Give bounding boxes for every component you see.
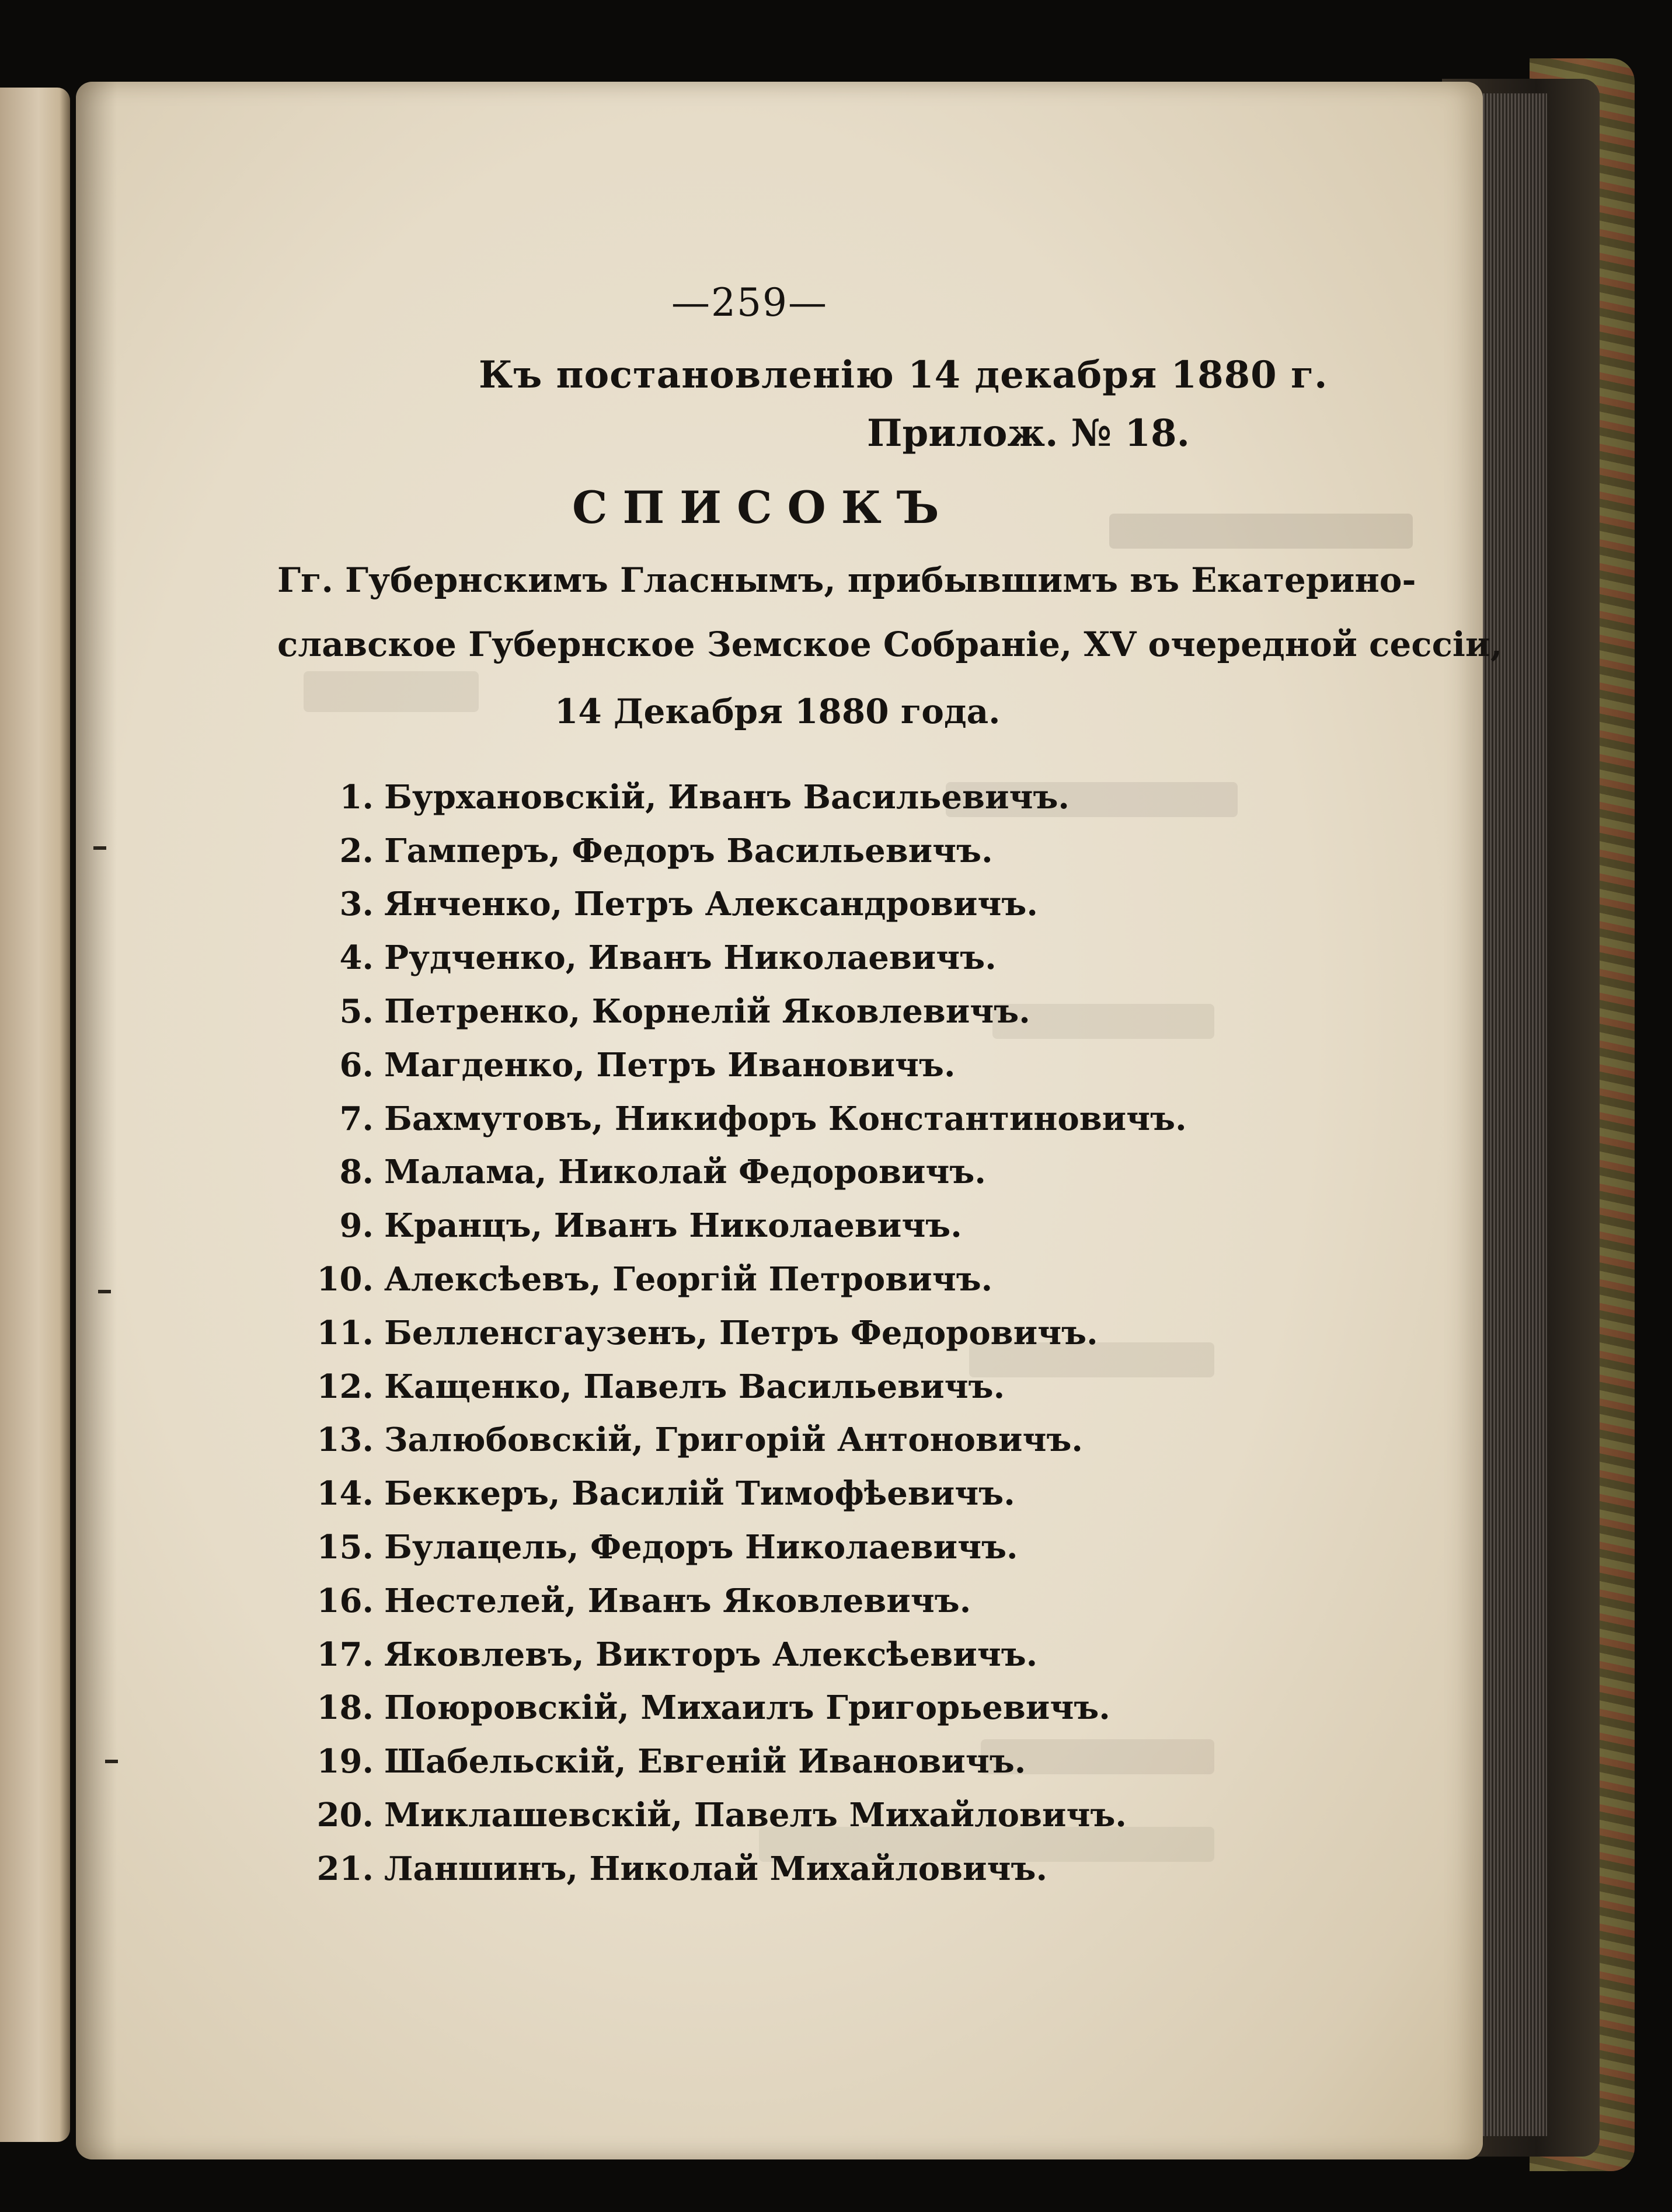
member-name: Кащенко, Павелъ Васильевичъ. [384,1367,1005,1406]
member-name: Белленсгаузенъ, Петръ Федоровичъ. [384,1313,1098,1352]
list-item [301,770,1187,824]
list-item [301,1306,1187,1360]
item-number: 4. [339,938,374,978]
member-name: Булацель, Федоръ Николаевичъ. [384,1528,1018,1567]
item-number: 11. [316,1313,374,1352]
page-number: —259— [671,280,828,325]
item-number: 14. [316,1474,374,1513]
item-number: 10. [316,1260,374,1299]
item-number: 6. [339,1045,374,1084]
list-item [301,1628,1187,1681]
member-name: Ланшинъ, Николай Михайловичъ. [384,1849,1047,1888]
list-item [301,1038,1187,1092]
item-number: 18. [316,1688,374,1728]
item-number: 15. [316,1528,374,1567]
item-number: 16. [316,1581,374,1620]
item-number: 12. [316,1367,374,1406]
binding-mark [98,1290,111,1293]
list-item [301,1414,1187,1467]
member-name: Яковлевъ, Викторъ Алексѣевичъ. [384,1635,1038,1674]
member-name: Гамперъ, Федоръ Васильевичъ. [384,831,993,870]
item-number: 20. [316,1796,374,1835]
list-item [301,931,1187,985]
list-item [301,1574,1187,1628]
member-name: Петренко, Корнелій Яковлевичъ. [384,992,1030,1031]
item-number: 19. [316,1742,374,1781]
item-number: 17. [316,1635,374,1674]
member-name: Миклашевскій, Павелъ Михайловичъ. [384,1796,1127,1835]
item-number: 8. [339,1153,374,1192]
item-number: 2. [339,831,374,870]
item-number: 3. [339,885,374,924]
resolution-reference: Къ постановленію 14 декабря 1880 г. [479,353,1328,397]
member-name: Нестелей, Иванъ Яковлевичъ. [384,1581,971,1620]
list-item [301,824,1187,878]
list-item [301,1467,1187,1520]
member-name: Магденко, Петръ Ивановичъ. [384,1045,956,1084]
list-item [301,1360,1187,1414]
list-item [301,985,1187,1038]
list-item [301,1788,1187,1842]
item-number: 5. [339,992,374,1031]
list-item [301,1092,1187,1146]
list-item [301,1199,1187,1252]
member-name: Залюбовскій, Григорій Антоновичъ. [384,1421,1083,1460]
list-item [301,1520,1187,1574]
member-name: Поюровскій, Михаилъ Григорьевичъ. [384,1688,1110,1728]
member-name: Алексѣевъ, Георгій Петровичъ. [384,1260,993,1299]
member-name: Бурхановскій, Иванъ Васильевичъ. [384,777,1070,817]
list-title: СПИСОКЪ [572,482,955,533]
list-item [301,1735,1187,1788]
appendix-number: Прилож. № 18. [867,411,1190,455]
bleed-through [304,671,479,712]
member-name: Рудченко, Иванъ Николаевичъ. [384,938,997,978]
left-page-edge [0,88,70,2142]
subtitle-line-3: 14 Декабря 1880 года. [555,692,1001,731]
item-number: 9. [339,1206,374,1245]
member-name: Кранцъ, Иванъ Николаевичъ. [384,1206,962,1245]
list-item [301,878,1187,931]
list-item [301,1146,1187,1199]
member-name: Шабельскій, Евгеній Ивановичъ. [384,1742,1026,1781]
member-name: Беккеръ, Василій Тимофѣевичъ. [384,1474,1015,1513]
member-name: Малама, Николай Федоровичъ. [384,1153,986,1192]
list-item [301,1842,1187,1896]
subtitle-line-2: славское Губернское Земское Собраніе, XV очередной сессіи, [277,624,1503,664]
member-list [301,770,1187,1896]
item-number: 1. [339,777,374,817]
member-name: Бахмутовъ, Никифоръ Константиновичъ. [384,1099,1187,1138]
bleed-through [1109,514,1413,549]
subtitle-line-1: Гг. Губернскимъ Гласнымъ, прибывшимъ въ Екатерино- [277,560,1416,600]
item-number: 21. [316,1849,374,1888]
item-number: 7. [339,1099,374,1138]
list-item [301,1252,1187,1306]
item-number: 13. [316,1421,374,1460]
binding-mark [93,846,106,850]
member-name: Янченко, Петръ Александровичъ. [384,885,1038,924]
gutter-shadow [76,82,117,2159]
binding-mark [105,1760,118,1763]
list-item [301,1681,1187,1735]
